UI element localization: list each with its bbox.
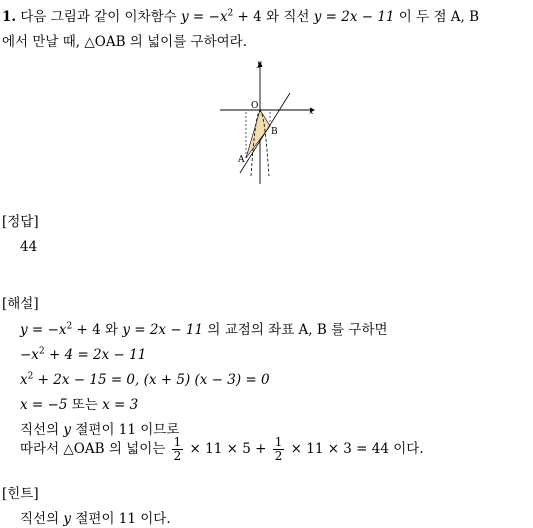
solution-text: 따라서 △OAB 의 넓이는	[20, 441, 166, 457]
point-a-label: A	[238, 155, 245, 165]
equation: y = 2x − 11	[122, 322, 204, 338]
solution-line-3	[20, 371, 270, 389]
question-text: 이 두 점 A, B	[398, 9, 480, 25]
equation: x = 3	[102, 397, 139, 413]
equation: + 4	[72, 322, 101, 338]
equation: −x	[20, 347, 39, 363]
solution-text: 와	[104, 322, 119, 338]
solution-text: 의 교점의 좌표 A, B 를 구하면	[207, 322, 388, 338]
fraction-one-half	[273, 436, 285, 463]
triangle-oab	[246, 110, 270, 158]
fraction-numerator: 1	[173, 435, 182, 449]
point-b-label: B	[271, 127, 278, 137]
fraction-numerator: 1	[274, 435, 283, 449]
solution-text: 절편이 11 이므로	[75, 422, 180, 438]
straight-line	[240, 93, 290, 173]
answer-value: 44	[20, 239, 38, 255]
variable: y	[63, 511, 72, 527]
exponent: 2	[27, 371, 34, 382]
hint-text: 직선의	[20, 511, 60, 527]
exponent: 2	[227, 8, 234, 19]
equation: x	[20, 372, 28, 388]
solution-text: 이다.	[393, 441, 424, 457]
solution-line-1	[20, 321, 388, 339]
solution-line-2	[20, 346, 146, 364]
equation: + 2x − 15 = 0, (x + 5) (x − 3) = 0	[33, 372, 270, 388]
answer-heading: [정답]	[2, 214, 39, 230]
hint-line	[20, 510, 171, 528]
question-line-1	[2, 8, 479, 26]
exponent: 2	[38, 346, 45, 357]
solution-line-4	[20, 396, 138, 414]
graph-figure	[215, 58, 320, 186]
solution-line-6	[20, 436, 424, 463]
equation: y = −x	[20, 322, 67, 338]
solution-text: 또는	[71, 397, 98, 413]
equation: + 4	[233, 9, 262, 25]
equation: x = −5	[20, 397, 68, 413]
y-axis-label: y	[257, 59, 262, 68]
solution-heading: [해설]	[2, 296, 39, 312]
fraction-denominator: 2	[173, 449, 182, 463]
equation: × 11 × 3 = 44	[290, 441, 389, 457]
equation: + 4 = 2x − 11	[44, 347, 147, 363]
solution-text: 직선의	[20, 422, 60, 438]
fraction-denominator: 2	[274, 449, 283, 463]
question-line-2: 에서 만날 때, △OAB 의 넓이를 구하여라.	[2, 34, 247, 50]
x-axis-label: x	[309, 107, 314, 116]
question-number: 1.	[2, 9, 17, 25]
hint-heading: [힌트]	[2, 486, 39, 502]
hint-text: 절편이 11 이다.	[75, 511, 171, 527]
point-o-label: O	[251, 101, 259, 111]
fraction-one-half	[172, 436, 184, 463]
question-text: 와 직선	[265, 9, 310, 25]
equation: × 11 × 5 +	[189, 441, 267, 457]
variable: y	[63, 422, 72, 438]
question-text: 다음 그림과 같이 이차함수	[20, 9, 177, 25]
equation: y = −x	[181, 9, 228, 25]
exponent: 2	[66, 321, 73, 332]
equation: y = 2x − 11	[313, 9, 395, 25]
